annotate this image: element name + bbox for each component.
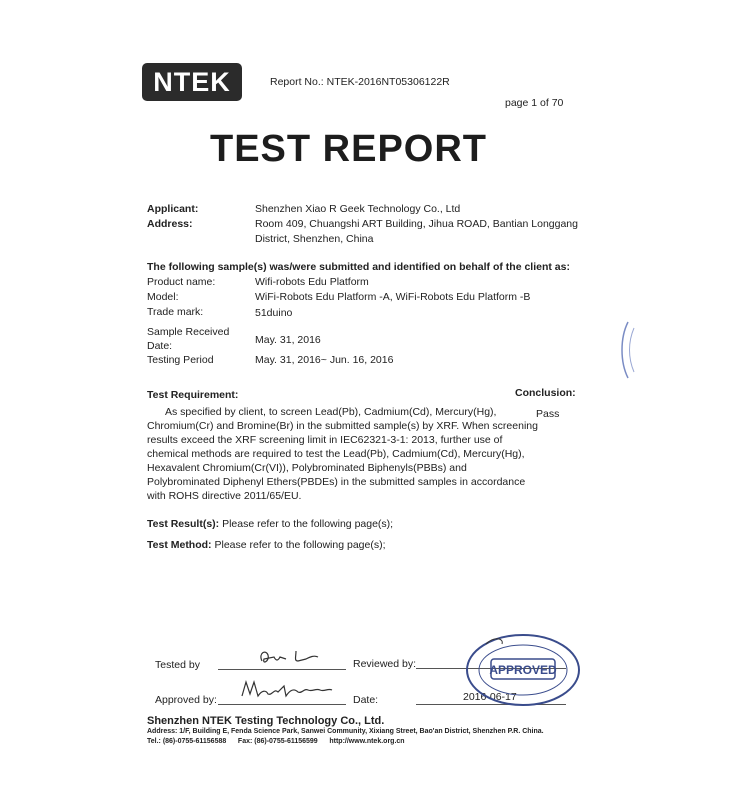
stamp-approved-text: APPROVED bbox=[489, 663, 557, 677]
edge-stamp-fragment bbox=[618, 320, 636, 380]
requirement-line: As specified by client, to screen Lead(Pb), Cadmium(Cd), Mercury(Hg), bbox=[165, 406, 497, 418]
page-title: TEST REPORT bbox=[210, 128, 488, 170]
footer-address: Address: 1/F, Building E, Fenda Science Park, Sanwei Community, Xixiang Street, Bao'an District, Shenzhen P.R. China. bbox=[147, 728, 544, 735]
trade-mark-value: 51duino bbox=[255, 307, 293, 319]
sample-received-label: Sample Received bbox=[147, 326, 230, 338]
requirement-line: Hexavalent Chromium(Cr(VI)), Polybrominated Biphenyls(PBBs) and bbox=[147, 462, 467, 474]
test-requirement-label: Test Requirement: bbox=[147, 389, 239, 401]
ntek-logo bbox=[142, 63, 242, 101]
address-line-2: District, Shenzhen, China bbox=[255, 233, 374, 245]
test-result-label: Test Result(s): bbox=[147, 518, 220, 530]
reviewed-by-label: Reviewed by: bbox=[353, 658, 417, 670]
applicant-label: Applicant: bbox=[147, 203, 199, 215]
footer-company: Shenzhen NTEK Testing Technology Co., Ltd. bbox=[147, 715, 385, 727]
samples-intro: The following sample(s) was/were submitted and identified on behalf of the client as: bbox=[147, 261, 570, 273]
test-result-row bbox=[147, 517, 393, 532]
test-result-value: Please refer to the following page(s); bbox=[222, 518, 394, 530]
address-label: Address: bbox=[147, 218, 193, 230]
conclusion-value: Pass bbox=[536, 408, 560, 420]
date-value: 2016-06-17 bbox=[463, 691, 517, 703]
trade-mark-label: Trade mark: bbox=[147, 306, 204, 318]
requirement-line: Polybrominated Diphenyl Ethers(PBDEs) in the submitted samples in accordance bbox=[147, 476, 526, 488]
address-line-1: Room 409, Chuangshi ART Building, Jihua ROAD, Bantian Longgang bbox=[255, 218, 578, 230]
logo-text: NTEK bbox=[153, 66, 231, 97]
test-method-row bbox=[147, 538, 386, 553]
tested-by-signature bbox=[252, 645, 322, 669]
test-method-label: Test Method: bbox=[147, 539, 212, 551]
test-method-value: Please refer to the following page(s); bbox=[214, 539, 386, 551]
page-indicator: page 1 of 70 bbox=[505, 97, 564, 109]
tested-by-line bbox=[218, 669, 346, 670]
testing-period-label: Testing Period bbox=[147, 354, 214, 366]
requirement-line: with ROHS directive 2011/65/EU. bbox=[147, 490, 302, 502]
sample-received-value: May. 31, 2016 bbox=[255, 334, 321, 346]
requirement-line: Chromium(Cr) and Bromine(Br) in the submitted sample(s) by XRF. When screening bbox=[147, 420, 538, 432]
model-value: WiFi-Robots Edu Platform -A, WiFi-Robots Edu Platform -B bbox=[255, 291, 531, 303]
applicant-value: Shenzhen Xiao R Geek Technology Co., Ltd bbox=[255, 203, 461, 215]
approved-by-line bbox=[218, 704, 346, 705]
approved-stamp bbox=[464, 632, 582, 708]
requirement-line: chemical methods are required to test the Lead(Pb), Cadmium(Cd), Mercury(Hg), bbox=[147, 448, 525, 460]
approved-by-signature bbox=[238, 676, 338, 704]
tested-by-label: Tested by bbox=[155, 659, 200, 671]
report-number: Report No.: NTEK-2016NT05306122R bbox=[270, 76, 450, 88]
date-label: Date: bbox=[353, 694, 379, 706]
requirement-line: results exceed the XRF screening limit in IEC62321-3-1: 2013, further use of bbox=[147, 434, 503, 446]
product-name-label: Product name: bbox=[147, 276, 216, 288]
testing-period-value: May. 31, 2016~ Jun. 16, 2016 bbox=[255, 354, 394, 366]
footer-contact: Tel.: (86)-0755-61156588 Fax: (86)-0755-61156599 http://www.ntek.org.cn bbox=[147, 738, 405, 745]
model-label: Model: bbox=[147, 291, 179, 303]
approved-by-label: Approved by: bbox=[155, 694, 217, 706]
product-name-value: Wifi-robots Edu Platform bbox=[255, 276, 369, 288]
sample-received-date-label: Date: bbox=[147, 340, 173, 352]
conclusion-label: Conclusion: bbox=[515, 387, 576, 399]
